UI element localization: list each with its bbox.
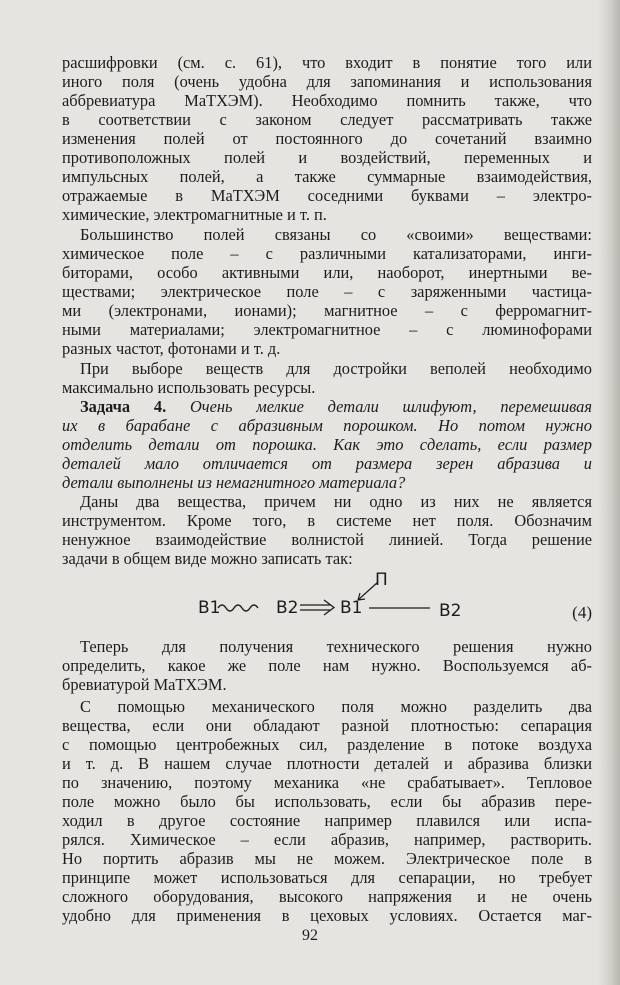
- text-line: в соответствии с законом следует рассматривать также: [62, 110, 592, 129]
- text-line: рялся. Химическое – если абразив, например, растворить.: [62, 830, 592, 849]
- task-text: Очень мелкие детали шлифуют, перемешивая: [189, 397, 592, 416]
- text-line: удобно для применения в цеховых условиях. Остается маг-: [62, 906, 592, 925]
- text-line: ми (электронами, ионами); магнитное – с ферромагнит-: [62, 301, 592, 320]
- double-arrow-head: [324, 600, 334, 615]
- substance-b1-right-label: В1: [340, 598, 363, 618]
- paragraph-1: [62, 53, 592, 224]
- text-line: деталей мало отличается от размера зерен абразива и: [62, 454, 592, 473]
- text-line: ществами; электрическое поле – с заряженными частица-: [62, 282, 592, 301]
- substance-b1-label: В1: [198, 598, 221, 618]
- text-line: по значению, поэтому механика «не срабатывает». Тепловое: [62, 773, 592, 792]
- text-line: отделить детали от порошка. Как это сделать, если размер: [62, 435, 592, 454]
- page-number: 92: [302, 927, 318, 944]
- su-field-formula: [62, 570, 592, 630]
- task-label: Задача 4.: [80, 397, 167, 416]
- text-line: ходил в другое состояние например плавился или испа-: [62, 811, 592, 830]
- paragraph-5: [62, 492, 592, 568]
- text-line: вещества, если они обладают разной плотностью: сепарация: [62, 716, 592, 735]
- text-line: Теперь для получения технического решения нужно: [80, 637, 592, 656]
- text-line: противоположных полей и воздействий, переменных и: [62, 148, 592, 167]
- formula-graphics: [62, 570, 592, 630]
- text-line: иного поля (очень удобна для запоминания и использования: [62, 72, 592, 91]
- substance-b2-right-label: В2: [439, 601, 462, 621]
- text-line: инструментом. Кроме того, в системе нет поля. Обозначим: [62, 511, 592, 530]
- text-line: химические, электромагнитные и т. п.: [62, 205, 327, 224]
- text-line: Большинство полей связаны со «своими» веществами:: [80, 225, 592, 244]
- text-line: принципе может использоваться для сепарации, но требует: [62, 868, 592, 887]
- text-line: отражаемые в МаТХЭМ соседними буквами – электро-: [62, 186, 592, 205]
- text-line: биторами, особо активными или, наоборот, инертными ве-: [62, 263, 592, 282]
- text-line: их в барабане с абразивным порошком. Но потом нужно: [62, 416, 592, 435]
- text-line: С помощью механического поля можно разделить два: [80, 697, 592, 716]
- text-line: бревиатурой МаТХЭМ.: [62, 675, 227, 694]
- text-line: определить, какое же поле нам нужно. Воспользуемся аб-: [62, 656, 592, 675]
- text-line: Но портить абразив мы не можем. Электрическое поле в: [62, 849, 592, 868]
- text-line: и т. д. В нашем случае плотности деталей и абразива близки: [62, 754, 592, 773]
- paragraph-7: [62, 697, 592, 925]
- task-4-paragraph: [62, 397, 592, 492]
- paragraph-3: [62, 359, 592, 397]
- text-line: [62, 397, 592, 416]
- formula-number: (4): [572, 603, 592, 622]
- text-line: ненужное взаимодействие волнистой линией. Тогда решение: [62, 530, 592, 549]
- text-line: импульсных полей, а также суммарные взаимодействия,: [62, 167, 592, 186]
- text-line: задачи в общем виде можно записать так:: [62, 549, 353, 568]
- text-line: аббревиатура МаТХЭМ). Необходимо помнить также, что: [62, 91, 592, 110]
- wavy-interaction-line: [218, 605, 258, 611]
- text-line: максимально использовать ресурсы.: [62, 378, 316, 397]
- text-line: сложного оборудования, высокого напряжения и не очень: [62, 887, 592, 906]
- field-label: П: [375, 570, 388, 590]
- text-line: Даны два вещества, причем ни одно из них не является: [80, 492, 592, 511]
- text-line: изменения полей от постоянного до сочетаний взаимно: [62, 129, 592, 148]
- text-line: детали выполнены из немагнитного материала?: [62, 473, 406, 492]
- text-line: ными материалами; электромагнитное – с люминофорами: [62, 320, 592, 339]
- text-line: При выборе веществ для достройки веполей необходимо: [80, 359, 592, 378]
- paragraph-2: [62, 225, 592, 358]
- text-line: химическое поле – с различными катализаторами, инги-: [62, 244, 592, 263]
- page-edge-shadow: [598, 0, 620, 985]
- text-line: с помощью центробежных сил, разделение в потоке воздуха: [62, 735, 592, 754]
- substance-b2-label: В2: [276, 598, 299, 618]
- text-line: расшифровки (см. с. 61), что входит в понятие того или: [62, 53, 592, 72]
- text-line: поле можно было бы использовать, если бы абразив пере-: [62, 792, 592, 811]
- text-line: разных частот, фотонами и т. д.: [62, 339, 281, 358]
- paragraph-6: [62, 637, 592, 694]
